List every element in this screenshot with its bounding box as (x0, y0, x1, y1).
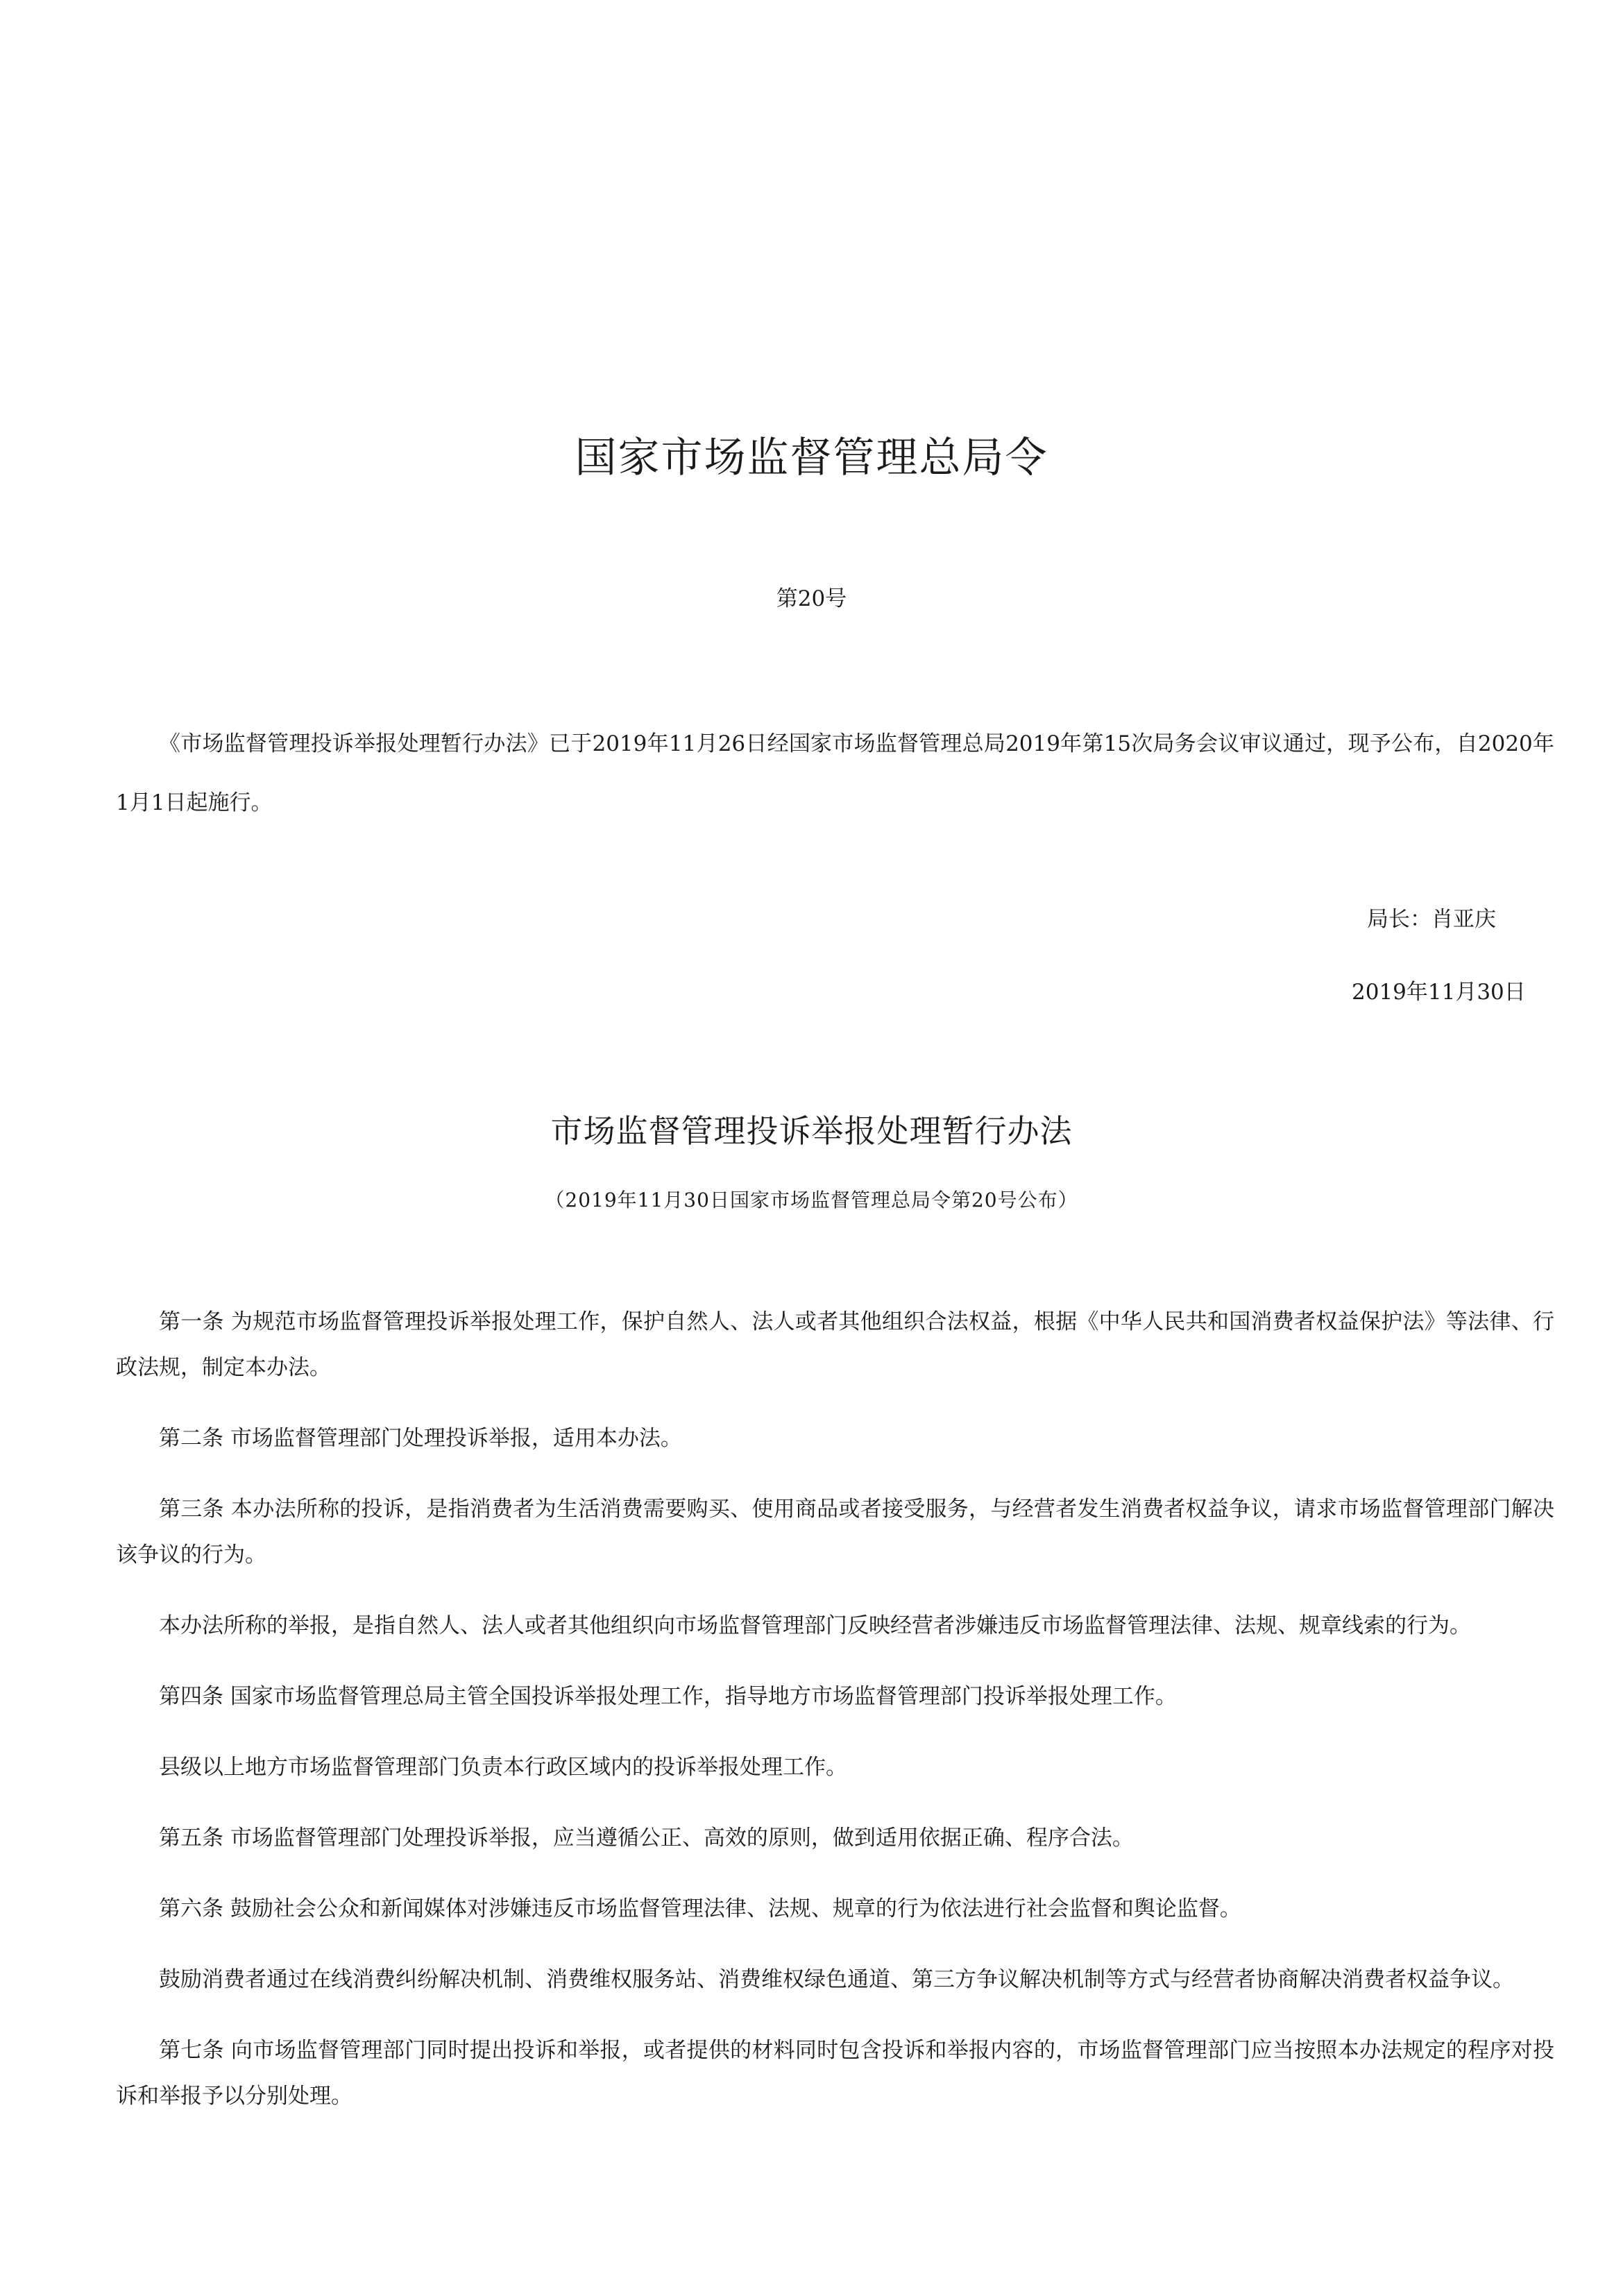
sign-date: 2019年11月30日 (1352, 980, 1526, 1005)
article-paragraph: 第三条 本办法所称的投诉，是指消费者为生活消费需要购买、使用商品或者接受服务，与经营者发生消费者权益争议，请求市场监督管理部门解决该争议的行为。 (116, 1497, 1554, 1567)
articles (116, 1299, 1554, 2144)
article-paragraph: 第四条 国家市场监督管理总局主管全国投诉举报处理工作，指导地方市场监督管理部门投诉举报处理工作。 (159, 1684, 1177, 1709)
article-paragraph: 县级以上地方市场监督管理部门负责本行政区域内的投诉举报处理工作。 (159, 1755, 847, 1780)
order-body: 《市场监督管理投诉举报处理暂行办法》已于2019年11月26日经国家市场监督管理总局2019年第15次局务会议审议通过，现予公布，自2020年1月1日起施行。 (116, 731, 1554, 815)
signer: 局长：肖亚庆 (1367, 907, 1496, 932)
article-paragraph: 鼓励消费者通过在线消费纠纷解决机制、消费维权服务站、消费维权绿色通道、第三方争议解决机制等方式与经营者协商解决消费者权益争议。 (159, 1967, 1514, 1992)
article-paragraph: 本办法所称的举报，是指自然人、法人或者其他组织向市场监督管理部门反映经营者涉嫌违反市场监督管理法律、法规、规章线索的行为。 (159, 1613, 1471, 1638)
measures-title: 市场监督管理投诉举报处理暂行办法 (550, 1112, 1073, 1150)
article-paragraph: 第六条 鼓励社会公众和新闻媒体对涉嫌违反市场监督管理法律、法规、规章的行为依法进行社会监督和舆论监督。 (159, 1896, 1241, 1921)
measures-subtitle: （2019年11月30日国家市场监督管理总局令第20号公布） (545, 1189, 1078, 1211)
article-paragraph: 第七条 向市场监督管理部门同时提出投诉和举报，或者提供的材料同时包含投诉和举报内容的，市场监督管理部门应当按照本办法规定的程序对投诉和举报予以分别处理。 (116, 2038, 1554, 2109)
article-paragraph: 第五条 市场监督管理部门处理投诉举报，应当遵循公正、高效的原则，做到适用依据正确、程序合法。 (159, 1826, 1134, 1851)
article-paragraph: 第一条 为规范市场监督管理投诉举报处理工作，保护自然人、法人或者其他组织合法权益，根据《中华人民共和国消费者权益保护法》等法律、行政法规，制定本办法。 (116, 1309, 1554, 1380)
article-paragraph: 第二条 市场监督管理部门处理投诉举报，适用本办法。 (159, 1426, 682, 1451)
order-title: 国家市场监督管理总局令 (575, 434, 1048, 482)
order-number: 第20号 (776, 586, 847, 611)
